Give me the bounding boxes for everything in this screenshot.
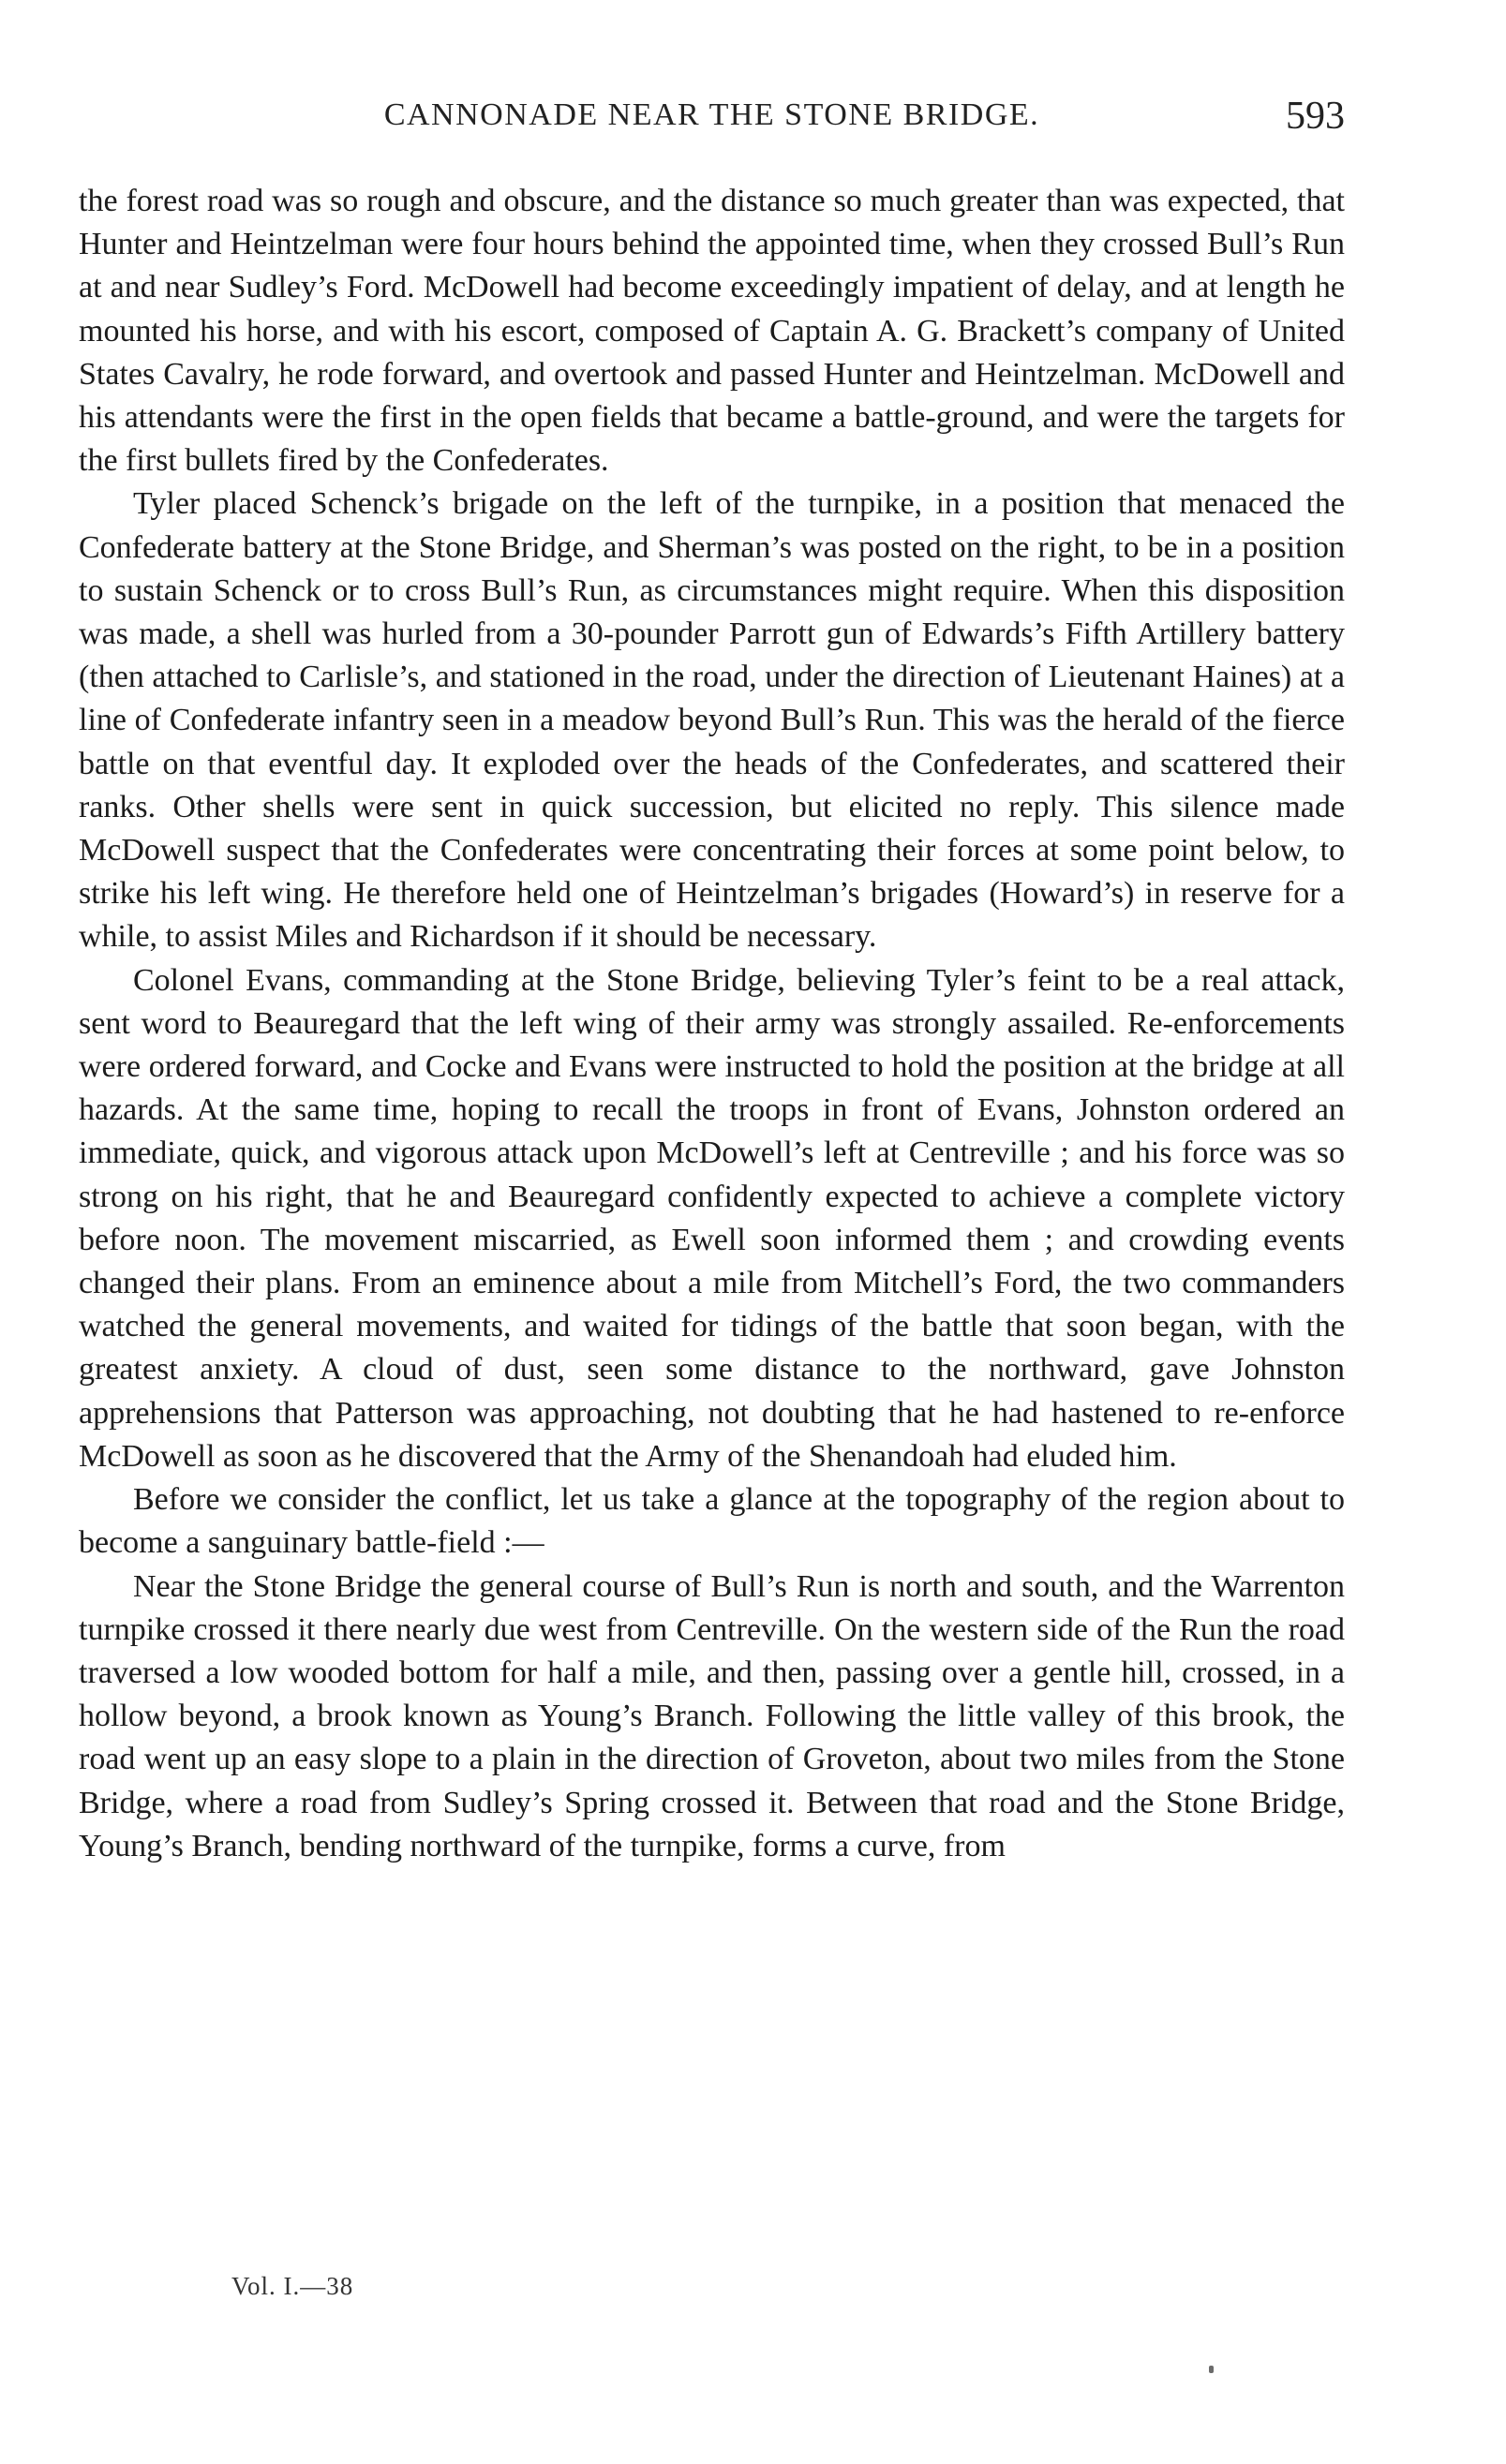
- volume-signature: Vol. I.—38: [231, 2272, 354, 2300]
- paragraph-3: Colonel Evans, commanding at the Stone Bridge, believing Tyler’s feint to be a real attack, sent word to Beauregard that the left wing of their army was strongly assailed. Re-enforcements were ordered forward, and Cocke and Evans were instructed to hold the position at the bridge at all hazards. At the same time, hoping to recall the troops in front of Evans, Johnston ordered an immediate, quick, and vigorous attack upon McDowell’s left at Centreville ; and his force was so strong on his right, that he and Beauregard confidently expected to achieve a complete victory before noon. The movement miscarried, as Ewell soon informed them ; and crowding events changed their plans. From an eminence about a mile from Mitchell’s Ford, the two commanders watched the general movements, and waited for tidings of the battle that soon began, with the greatest anxiety. A cloud of dust, seen some distance to the northward, gave Johnston apprehensions that Patterson was approaching, not doubting that he had hastened to re-enforce McDowell as soon as he discovered that the Army of the Shenandoah had eluded him.: [79, 962, 1345, 1474]
- paragraph-5: Near the Stone Bridge the general course of Bull’s Run is north and south, and the Warrenton turnpike crossed it there nearly due west from Centreville. On the western side of the Run the road traversed a low wooded bottom for half a mile, and then, passing over a gentle hill, crossed, in a hollow beyond, a brook known as Young’s Branch. Following the little valley of this brook, the road went up an easy slope to a plain in the direction of Groveton, about two miles from the Stone Bridge, where a road from Sudley’s Spring crossed it. Between that road and the Stone Bridge, Young’s Branch, bending northward of the turnpike, forms a curve, from: [79, 1568, 1345, 1863]
- body-text: [79, 180, 1345, 1868]
- book-page: [79, 94, 1345, 1868]
- running-head: [79, 94, 1345, 159]
- paragraph-1: the forest road was so rough and obscure, and the distance so much greater than was expected, that Hunter and Heintzelman were four hours behind the appointed time, when they crossed Bull’s Run at and near Sudley’s Ford. McDowell had become exceedingly impatient of delay, and at length he mounted his horse, and with his escort, composed of Captain A. G. Brackett’s company of United States Cavalry, he rode forward, and overtook and passed Hunter and Heintzelman. McDowell and his attendants were the first in the open fields that became a battle-ground, and were the targets for the first bullets fired by the Confederates.: [79, 184, 1345, 479]
- page-number: 593: [1286, 95, 1345, 138]
- paragraph-2: Tyler placed Schenck’s brigade on the left of the turnpike, in a position that menaced the Confederate battery at the Stone Bridge, and Sherman’s was posted on the right, to be in a position to sustain Schenck or to cross Bull’s Run, as circumstances might require. When this disposition was made, a shell was hurled from a 30-pounder Parrott gun of Edwards’s Fifth Artillery battery (then attached to Carlisle’s, and stationed in the road, under the direction of Lieutenant Haines) at a line of Confederate infantry seen in a meadow beyond Bull’s Run. This was the herald of the fierce battle on that eventful day. It exploded over the heads of the Confederates, and scattered their ranks. Other shells were sent in quick succession, but elicited no reply. This silence made McDowell suspect that the Confederates were concentrating their forces at some point below, to strike his left wing. He therefore held one of Heintzelman’s brigades (Howard’s) in reserve for a while, to assist Miles and Richardson if it should be necessary.: [79, 486, 1345, 955]
- running-title: CANNONADE NEAR THE STONE BRIDGE.: [383, 97, 1040, 132]
- ink-speck: [1209, 2366, 1214, 2373]
- paragraph-4: Before we consider the conflict, let us take a glance at the topography of the region about to become a sanguinary battle-field :—: [79, 1482, 1345, 1561]
